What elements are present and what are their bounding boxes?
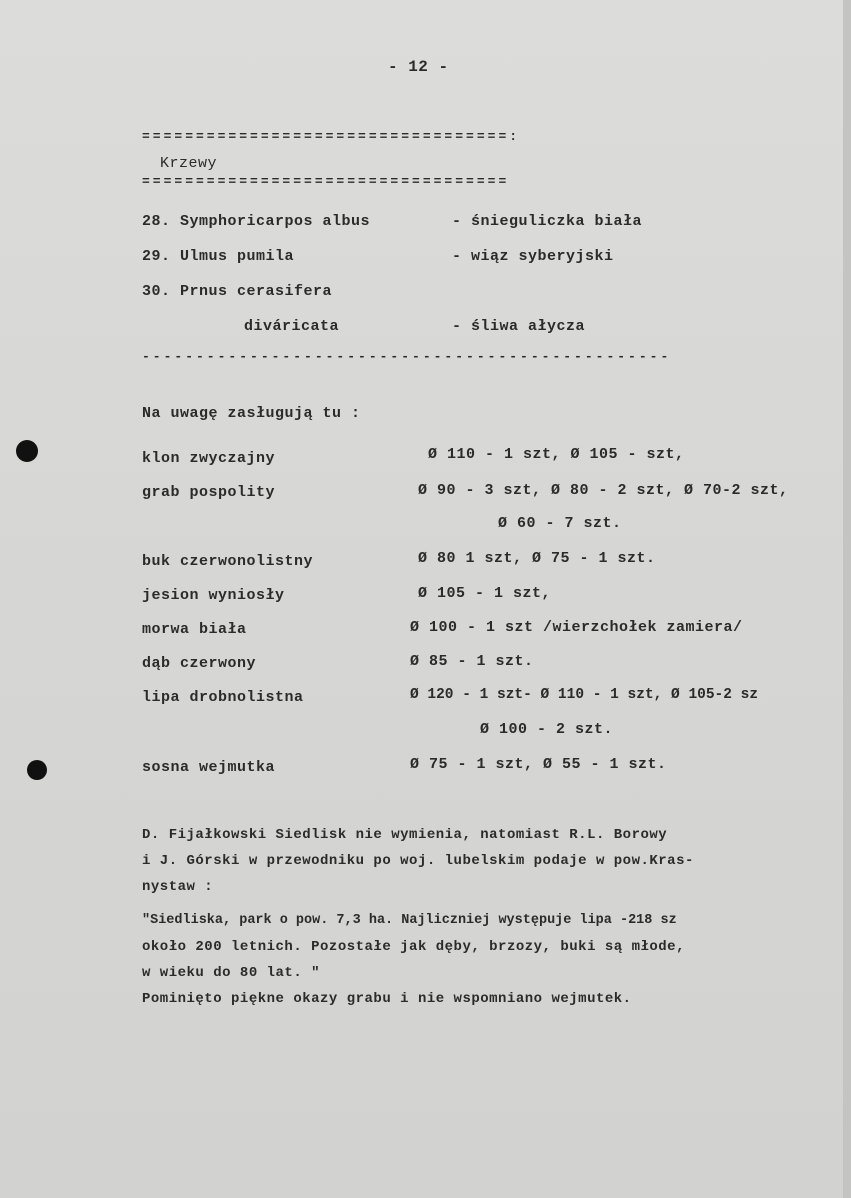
tree-sizes: Ø 110 - 1 szt, Ø 105 - szt, [428,446,685,463]
tree-name: grab pospolity [142,484,276,501]
shrub-latin: 28. Symphoricarpos albus [142,213,371,230]
punch-hole-top [16,440,38,462]
paragraph-line: i J. Górski w przewodniku po woj. lubelskim podaje w pow.Kras- [142,853,694,869]
paragraph-line: Pominięto piękne okazy grabu i nie wspomniano wejmutek. [142,991,632,1007]
page-edge-shadow [843,0,851,1198]
section-heading: Krzewy [160,155,218,172]
shrub-latin: 29. Ulmus pumila [142,248,295,265]
tree-name: lipa drobnolistna [142,689,304,706]
tree-name: klon zwyczajny [142,450,276,467]
paragraph-line: około 200 letnich. Pozostałe jak dęby, brzozy, buki są młode, [142,939,685,955]
tree-name: buk czerwonolistny [142,553,314,570]
page-number: - 12 - [388,58,449,76]
paragraph-line: "Siedliska, park o pow. 7,3 ha. Najliczniej występuje lipa -218 sz [142,913,677,928]
tree-sizes: Ø 90 - 3 szt, Ø 80 - 2 szt, Ø 70-2 szt, [418,482,789,499]
notable-heading: Na uwagę zasługują tu : [142,405,361,422]
tree-sizes: Ø 105 - 1 szt, [418,585,552,602]
shrub-latin: diváricata [244,318,340,335]
shrub-common: - śliwa ałycza [452,318,586,335]
tree-sizes: Ø 100 - 2 szt. [480,721,614,738]
tree-sizes: Ø 120 - 1 szt- Ø 110 - 1 szt, Ø 105-2 sz [410,687,759,703]
paragraph-line: D. Fijałkowski Siedlisk nie wymienia, natomiast R.L. Borowy [142,827,668,843]
paragraph-line: w wieku do 80 lat. " [142,965,321,981]
section-rule-top: ==================================: [142,130,521,144]
tree-sizes: Ø 60 - 7 szt. [498,515,622,532]
shrub-common: - śnieguliczka biała [452,213,643,230]
tree-name: morwa biała [142,621,247,638]
punch-hole-bottom [27,760,47,780]
tree-sizes: Ø 80 1 szt, Ø 75 - 1 szt. [418,550,656,567]
paragraph-line: nystaw : [142,879,214,895]
tree-name: dąb czerwony [142,655,257,672]
tree-sizes: Ø 85 - 1 szt. [410,653,534,670]
tree-name: sosna wejmutka [142,759,276,776]
tree-sizes: Ø 75 - 1 szt, Ø 55 - 1 szt. [410,756,667,773]
shrub-common: - wiąz syberyjski [452,248,614,265]
section-rule-bottom: ================================== [142,175,510,189]
tree-name: jesion wyniosły [142,587,285,604]
dash-rule: ------------------------------------------------- [142,350,672,364]
tree-sizes: Ø 100 - 1 szt /wierzchołek zamiera/ [410,619,743,636]
shrub-latin: 30. Prnus cerasifera [142,283,333,300]
